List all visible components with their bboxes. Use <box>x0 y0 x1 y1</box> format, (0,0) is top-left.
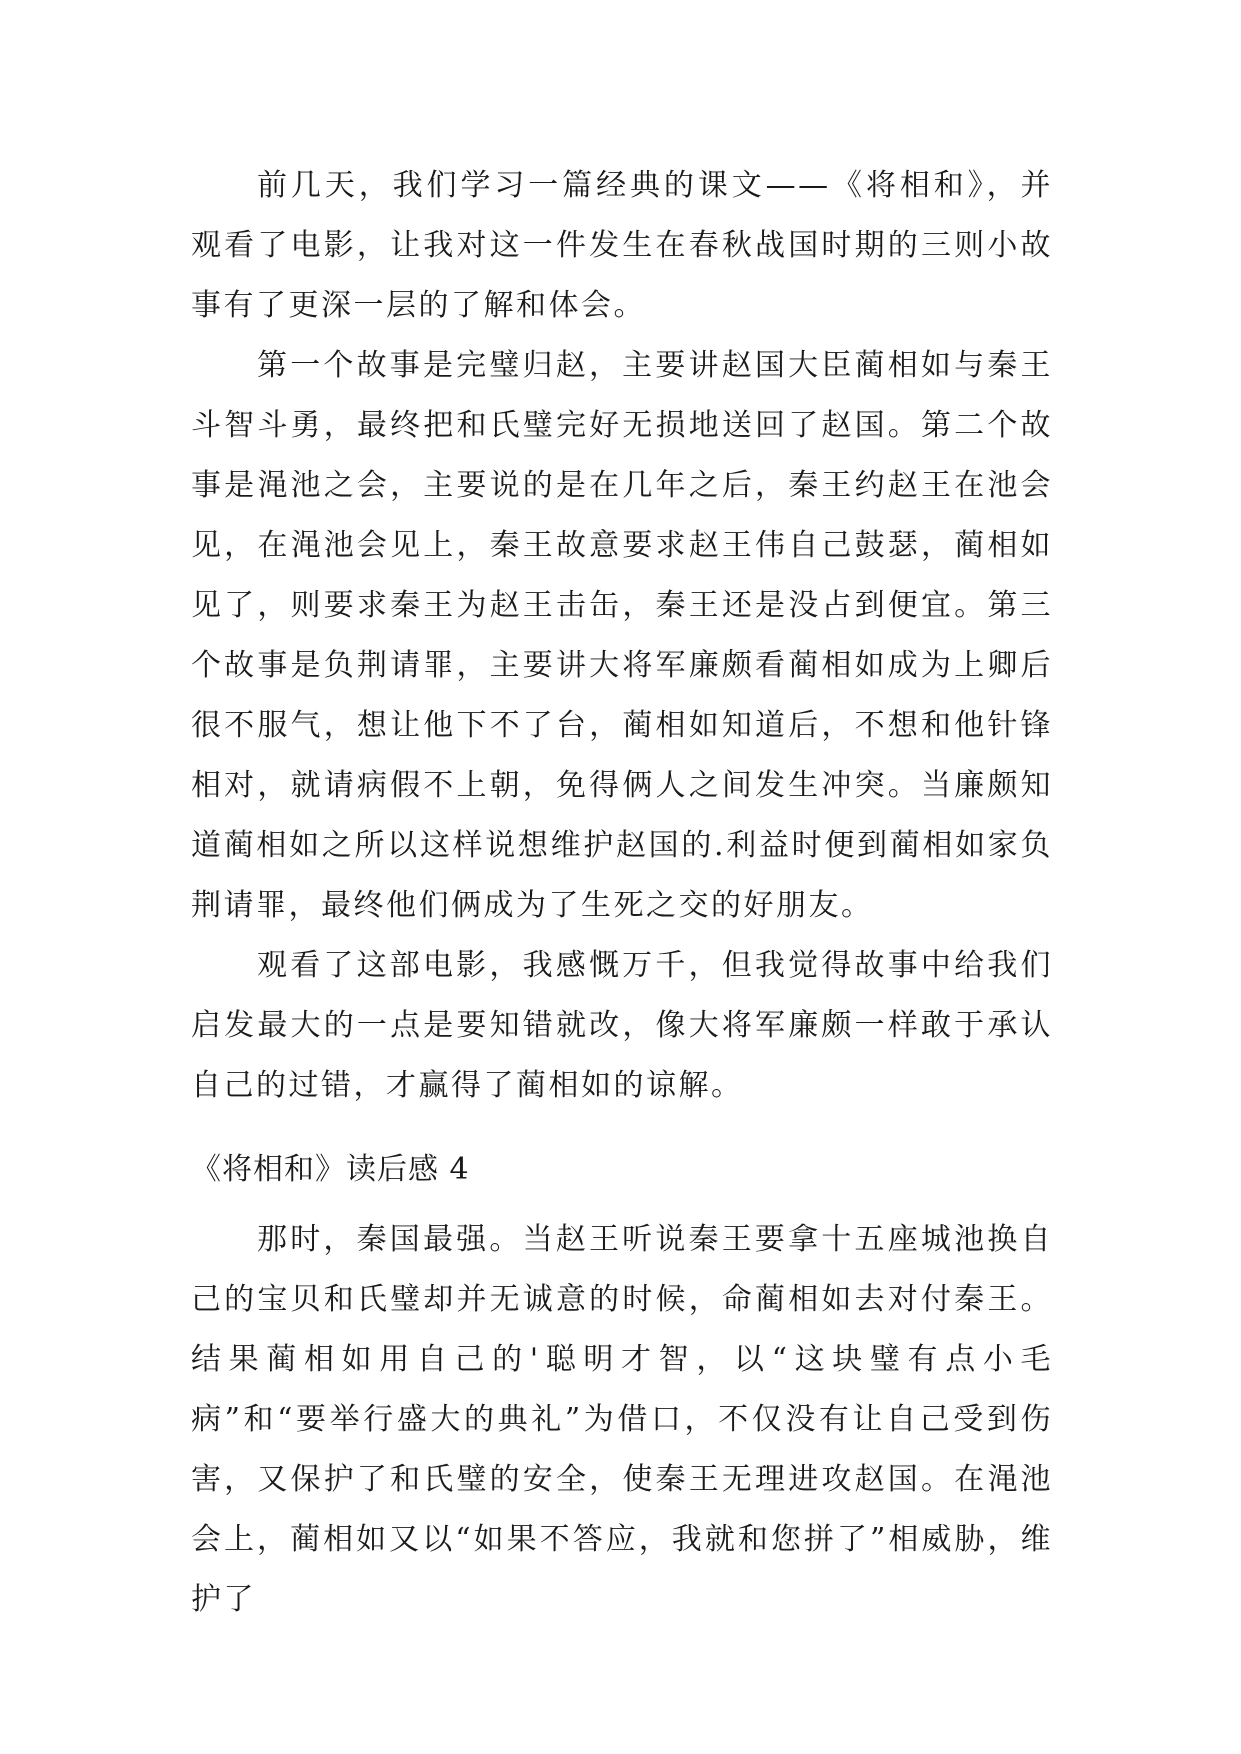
paragraph: 前几天，我们学习一篇经典的课文——《将相和》，并观看了电影，让我对这一件发生在春秋战国时期的三则小故事有了更深一层的了解和体会。 <box>191 168 1053 323</box>
paragraph: 那时，秦国最强。当赵王听说秦王要拿十五座城池换自己的宝贝和氏璧却并无诚意的时候，命蔺相如去对付秦王。结果蔺相如用自己的'聪明才智，以“这块璧有点小毛病”和“要举行盛大的典礼”为借口，不仅没有让自己受到伤害，又保护了和氏璧的安全，使秦王无理进攻赵国。在渑池会上，蔺相如又以“如果不答应，我就和您拼了”相威胁，维护了 <box>191 1222 1053 1617</box>
paragraph: 第一个故事是完璧归赵，主要讲赵国大臣蔺相如与秦王斗智斗勇，最终把和氏璧完好无损地送回了赵国。第二个故事是渑池之会，主要说的是在几年之后，秦王约赵王在池会见，在渑池会见上，秦王故意要求赵王伟自己鼓瑟，蔺相如见了，则要求秦王为赵王击缶，秦王还是没占到便宜。第三个故事是负荆请罪，主要讲大将军廉颇看蔺相如成为上卿后很不服气，想让他下不了台，蔺相如知道后，不想和他针锋相对，就请病假不上朝，免得俩人之间发生冲突。当廉颇知道蔺相如之所以这样说想维护赵国的.利益时便到蔺相如家负荆请罪，最终他们俩成为了生死之交的好朋友。 <box>191 348 1053 923</box>
section-heading: 《将相和》读后感 4 <box>191 1152 470 1187</box>
body-text-section-one <box>191 156 1053 1116</box>
paragraph: 观看了这部电影，我感慨万千，但我觉得故事中给我们启发最大的一点是要知错就改，像大将军廉颇一样敢于承认自己的过错，才赢得了蔺相如的谅解。 <box>191 948 1053 1103</box>
body-text-section-two <box>191 1210 1053 1630</box>
